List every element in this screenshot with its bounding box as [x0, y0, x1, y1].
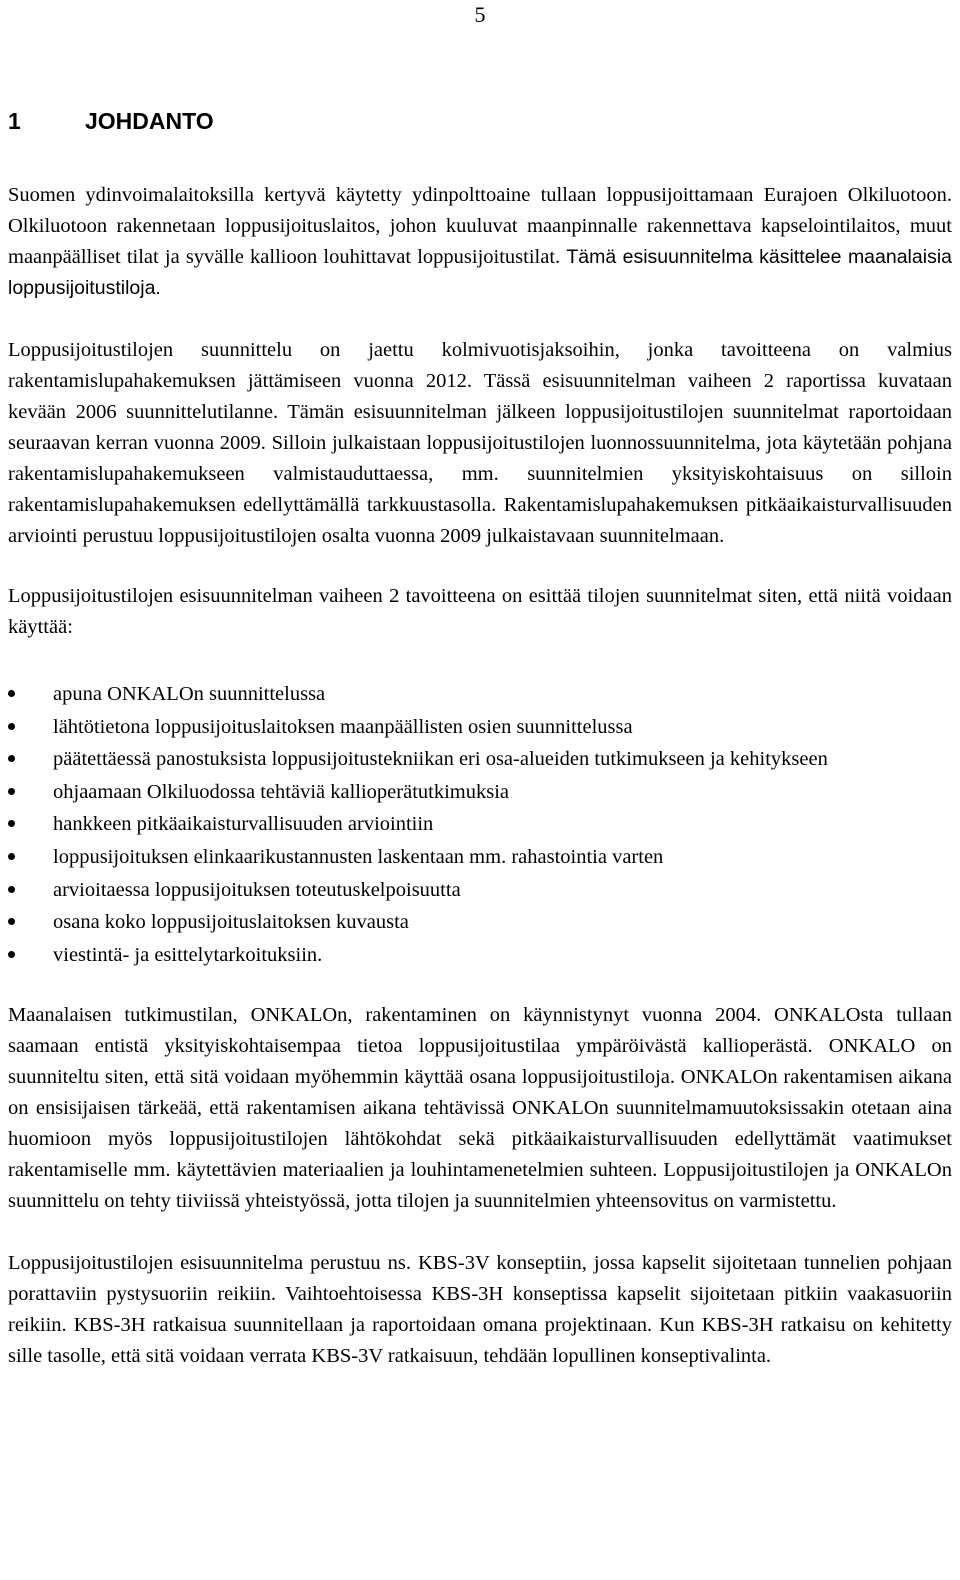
paragraph-onkalo: Maanalaisen tutkimustilan, ONKALOn, rakentaminen on käynnistynyt vuonna 2004. ONKALOsta tullaan saamaan entistä yksityiskohtaisempaa tietoa loppusijoitustilaa ympäröivästä kallioperästä. ONKALO on suunniteltu siten, että sitä voidaan myöhemmin käyttää osana loppusijoitustiloja. ONKALOn rakentamisen aikana on ensisijaisen tärkeää, että rakentamisen aikana tehtävissä ONKALOn suunnitelmamuutoksissakin otetaan aina huomioon myös loppusijoitustilojen lähtökohdat sekä pitkäaikaisturvallisuuden edellyttämät vaatimukset rakentamiselle mm. käytettävien materiaalien ja louhintamenetelmien suhteen. Loppusijoitustilojen ja ONKALOn suunnittelu on tehty tiiviissä yhteistyössä, jotta tilojen ja suunnitelmien yhteensovitus on varmistettu. [8, 1004, 952, 1213]
bullet-icon [8, 755, 15, 762]
section-number: 1 [8, 108, 21, 134]
list-item: viestintä- ja esittelytarkoituksiin. [8, 939, 952, 972]
paragraph-intro-scope: Tämä esisuunnitelma käsittelee maanalaisia loppusijoitustiloja. [8, 246, 952, 299]
paragraph-planning-schedule: Loppusijoitustilojen suunnittelu on jaettu kolmivuotisjaksoihin, jonka tavoitteena on valmius rakentamislupahakemuksen jättämiseen vuonna 2012. Tässä esisuunnitelman vaiheen 2 raportissa kuvataan kevään 2006 suunnittelutilanne. Tämän esisuunnitelman jälkeen loppusijoitustilojen suunnitelmat raportoidaan seuraavan kerran vuonna 2009. Silloin julkaistaan loppusijoitustilojen luonnossuunnitelma, jota käytetään pohjana rakentamislupahakemukseen valmistauduttaessa, mm. suunnitelmien yksityiskohtaisuus on silloin rakentamislupahakemuksen edellyttämällä tarkkuustasolla. Rakentamislupahakemuksen pitkäaikaisturvallisuuden arviointi perustuu loppusijoitustilojen osalta vuonna 2009 julkaistavaan suunnitelmaan. [8, 339, 952, 547]
bullet-icon [8, 951, 15, 958]
list-item: ohjaamaan Olkiluodossa tehtäviä kallioperätutkimuksia [8, 776, 952, 809]
section-title: JOHDANTO [85, 108, 214, 134]
goals-list [8, 678, 952, 971]
page-number: 5 [474, 2, 486, 27]
list-item: hankkeen pitkäaikaisturvallisuuden arviointiin [8, 808, 952, 841]
paragraph-intro [8, 180, 952, 304]
bullet-icon [8, 853, 15, 860]
bullet-icon [8, 723, 15, 730]
bullet-icon [8, 788, 15, 795]
bullet-icon [8, 690, 15, 697]
list-item: osana koko loppusijoituslaitoksen kuvausta [8, 906, 952, 939]
bullet-icon [8, 820, 15, 827]
bullet-icon [8, 886, 15, 893]
list-item: loppusijoituksen elinkaarikustannusten laskentaan mm. rahastointia varten [8, 841, 952, 874]
paragraph-goals: Loppusijoitustilojen esisuunnitelman vaiheen 2 tavoitteena on esittää tilojen suunnitelmat siten, että niitä voidaan käyttää: [8, 585, 952, 638]
paragraph-intro-text: Suomen ydinvoimalaitoksilla kertyvä käytetty ydinpolttoaine tullaan loppusijoittamaan Eurajoen Olkiluotoon. Olkiluotoon rakennetaan loppusijoituslaitos, johon kuuluvat maanpinnalle rakennettava kapselointilaitos, muut maanpäälliset tilat ja syvälle kallioon louhittavat loppusijoitustilat. [8, 184, 952, 268]
section-heading [8, 106, 952, 136]
list-item: apuna ONKALOn suunnittelussa [8, 678, 952, 711]
list-item: arvioitaessa loppusijoituksen toteutuskelpoisuutta [8, 874, 952, 907]
document-body [8, 106, 952, 1372]
bullet-icon [8, 918, 15, 925]
list-item: päätettäessä panostuksista loppusijoitustekniikan eri osa-alueiden tutkimukseen ja kehitykseen [8, 743, 952, 776]
paragraph-kbs-concept: Loppusijoitustilojen esisuunnitelma perustuu ns. KBS-3V konseptiin, jossa kapselit sijoitetaan tunnelien pohjaan porattaviin pystysuoriin reikiin. Vaihtoehtoisessa KBS-3H konseptissa kapselit sijoitetaan pitkiin vaakasuoriin reikiin. KBS-3H ratkaisua suunnitellaan ja raportoidaan omana projektinaan. Kun KBS-3H ratkaisu on kehitetty sille tasolle, että sitä voidaan verrata KBS-3V ratkaisuun, tehdään lopullinen konseptivalinta. [8, 1252, 952, 1368]
list-item: lähtötietona loppusijoituslaitoksen maanpäällisten osien suunnittelussa [8, 711, 952, 744]
